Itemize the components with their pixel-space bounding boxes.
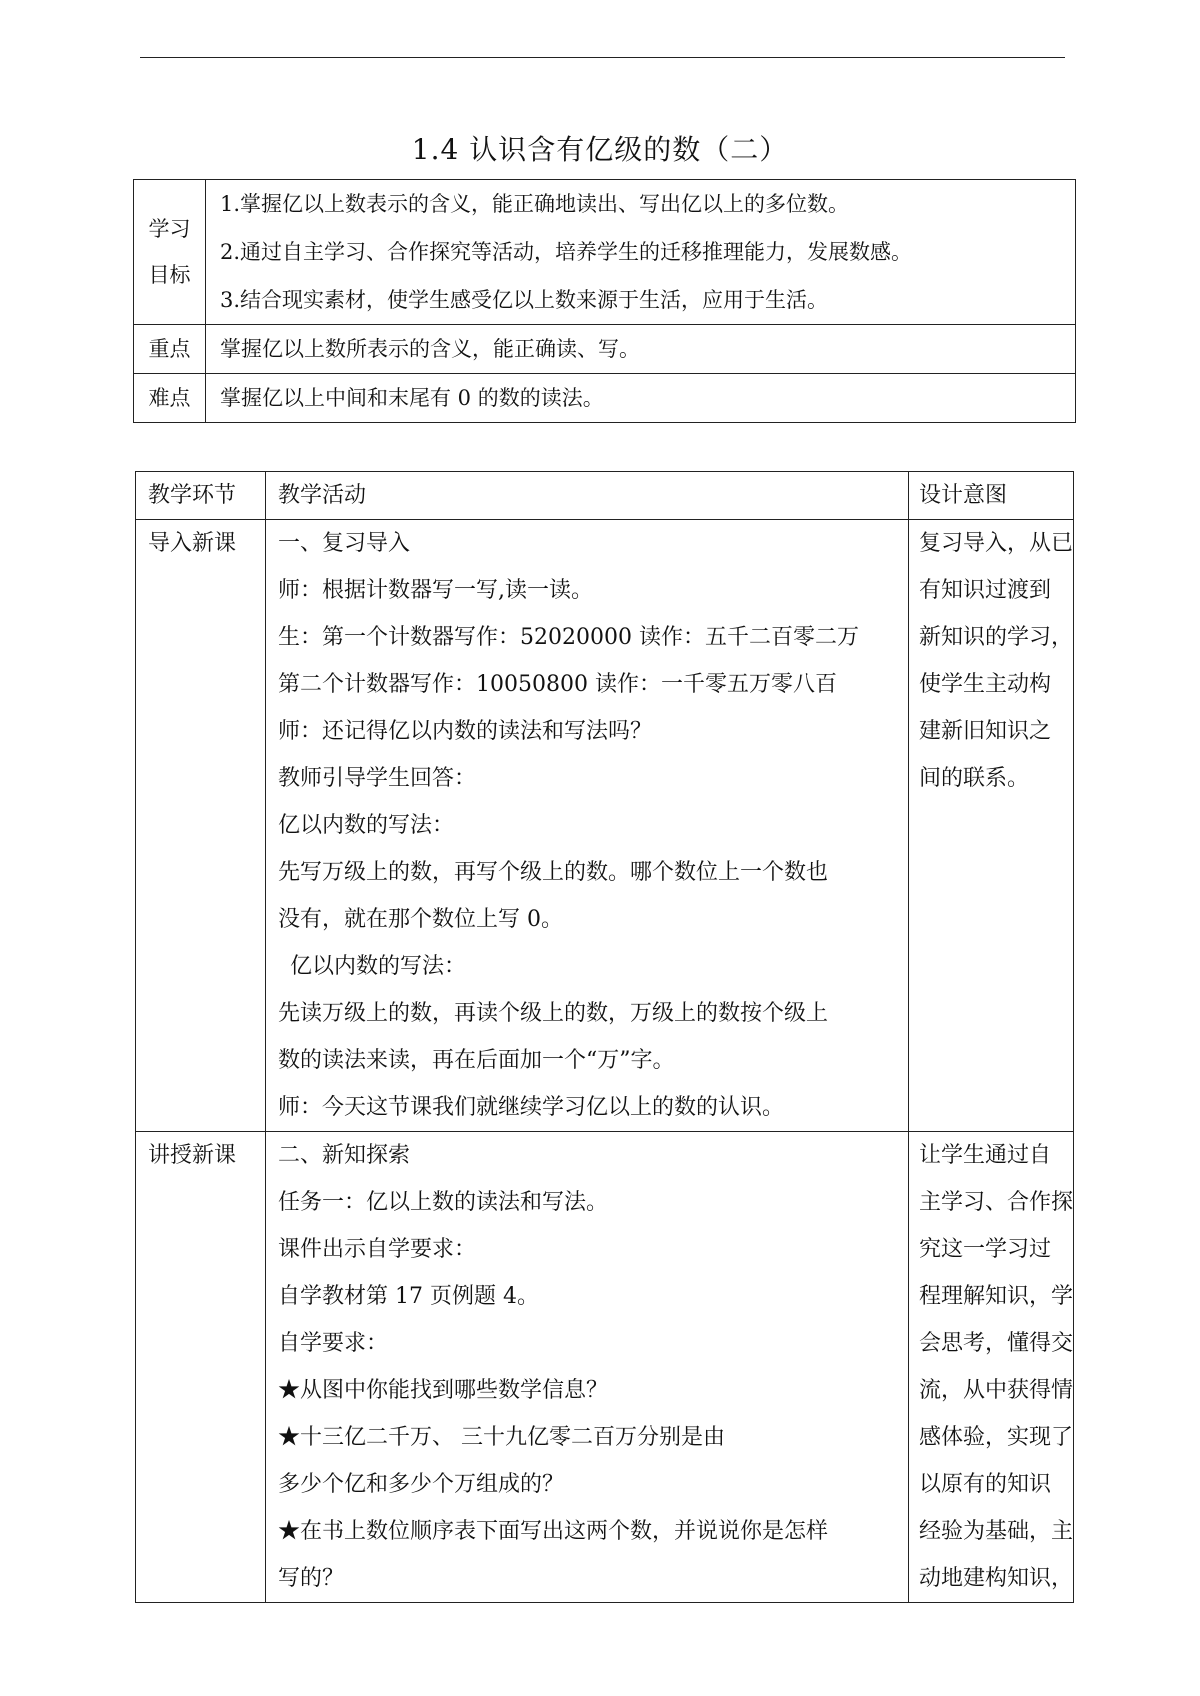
design-line: 主学习、合作探 xyxy=(918,1190,1073,1215)
design-line: 流，从中获得情 xyxy=(918,1378,1073,1403)
activity-line: 亿以内数的写法： xyxy=(290,954,467,979)
lesson-row-intro xyxy=(136,520,1074,1132)
design-line: 程理解知识，学 xyxy=(918,1284,1073,1309)
activity-line: 第二个计数器写作：10050800 读作：一千零五万零八百 xyxy=(278,672,837,697)
objectives-table xyxy=(133,179,1076,423)
design-line: 动地建构知识， xyxy=(918,1566,1073,1591)
activity-line: 数的读法来读，再在后面加一个“万”字。 xyxy=(278,1048,675,1073)
key-point-row xyxy=(134,325,1076,374)
activity-line: ★十三亿二千万、 三十九亿零二百万分别是由 xyxy=(278,1425,726,1450)
difficulty-label: 难点 xyxy=(134,374,206,423)
key-point-content: 掌握亿以上数所表示的含义，能正确读、写。 xyxy=(206,325,1076,374)
objective-item: 2.通过自主学习、合作探究等活动，培养学生的迁移推理能力，发展数感。 xyxy=(220,240,913,264)
objective-item: 3.结合现实素材，使学生感受亿以上数来源于生活，应用于生活。 xyxy=(220,288,829,312)
activity-line: 先读万级上的数，再读个级上的数，万级上的数按个级上 xyxy=(278,1001,829,1026)
design-line: 新知识的学习， xyxy=(918,625,1073,650)
design-line: 让学生通过自 xyxy=(918,1143,1051,1168)
page-title: 1.4 认识含有亿级的数（二） xyxy=(411,133,789,166)
lesson-row-new xyxy=(136,1132,1074,1603)
activity-line: 先写万级上的数，再写个级上的数。哪个数位上一个数也 xyxy=(278,860,829,885)
header-rule xyxy=(140,57,1065,58)
activity-line: 教师引导学生回答： xyxy=(278,766,477,791)
objectives-content xyxy=(206,180,1076,325)
activity-line: 一、复习导入 xyxy=(278,531,411,556)
activity-line: 任务一：亿以上数的读法和写法。 xyxy=(278,1190,609,1215)
objectives-row xyxy=(134,180,1076,325)
design-line: 间的联系。 xyxy=(918,766,1029,791)
difficulty-content: 掌握亿以上中间和末尾有 0 的数的读法。 xyxy=(206,374,1076,423)
header-stage: 教学环节 xyxy=(136,472,266,520)
design-line: 会思考，懂得交 xyxy=(918,1331,1073,1356)
design-line: 以原有的知识 xyxy=(918,1472,1051,1497)
activity-line: ★从图中你能找到哪些数学信息？ xyxy=(278,1378,609,1403)
activity-line: 课件出示自学要求： xyxy=(278,1237,477,1262)
activity-line: 师：今天这节课我们就继续学习亿以上的数的认识。 xyxy=(278,1095,785,1120)
objectives-label xyxy=(134,180,206,325)
activity-line: ★在书上数位顺序表下面写出这两个数，并说说你是怎样 xyxy=(278,1519,829,1544)
header-activity: 教学活动 xyxy=(266,472,909,520)
design-line: 复习导入，从已 xyxy=(918,531,1073,556)
activity-line: 二、新知探索 xyxy=(278,1143,411,1168)
activity-line: 师：还记得亿以内数的读法和写法吗？ xyxy=(278,719,653,744)
objective-item: 1.掌握亿以上数表示的含义，能正确地读出、写出亿以上的多位数。 xyxy=(220,192,850,216)
lesson-header-row xyxy=(136,472,1074,520)
activity-line: 多少个亿和多少个万组成的？ xyxy=(278,1472,565,1497)
activity-line: 写的？ xyxy=(278,1566,345,1591)
objectives-label-line: 目标 xyxy=(148,263,191,287)
design-line: 究这一学习过 xyxy=(918,1237,1051,1262)
key-point-label: 重点 xyxy=(134,325,206,374)
activity-cell xyxy=(266,1132,909,1603)
design-line: 感体验，实现了 xyxy=(918,1425,1073,1450)
activity-line: 自学教材第 17 页例题 4。 xyxy=(278,1284,539,1309)
activity-line: 师：根据计数器写一写,读一读。 xyxy=(278,578,594,603)
design-line: 建新旧知识之 xyxy=(918,719,1051,744)
activity-line: 亿以内数的写法： xyxy=(278,813,455,838)
difficulty-row xyxy=(134,374,1076,423)
lesson-plan-table xyxy=(135,471,1074,1603)
design-cell xyxy=(908,1132,1073,1603)
design-line: 经验为基础，主 xyxy=(918,1519,1073,1544)
header-design: 设计意图 xyxy=(908,472,1073,520)
activity-line: 自学要求： xyxy=(278,1331,389,1356)
activity-line: 生：第一个计数器写作：52020000 读作：五千二百零二万 xyxy=(278,625,859,650)
activity-cell xyxy=(266,520,909,1132)
objectives-label-line: 学习 xyxy=(148,217,191,241)
design-line: 有知识过渡到 xyxy=(918,578,1051,603)
stage-cell: 导入新课 xyxy=(136,520,266,1132)
design-line: 使学生主动构 xyxy=(918,672,1051,697)
design-cell xyxy=(908,520,1073,1132)
activity-line: 没有，就在那个数位上写 0。 xyxy=(278,907,564,932)
stage-cell: 讲授新课 xyxy=(136,1132,266,1603)
